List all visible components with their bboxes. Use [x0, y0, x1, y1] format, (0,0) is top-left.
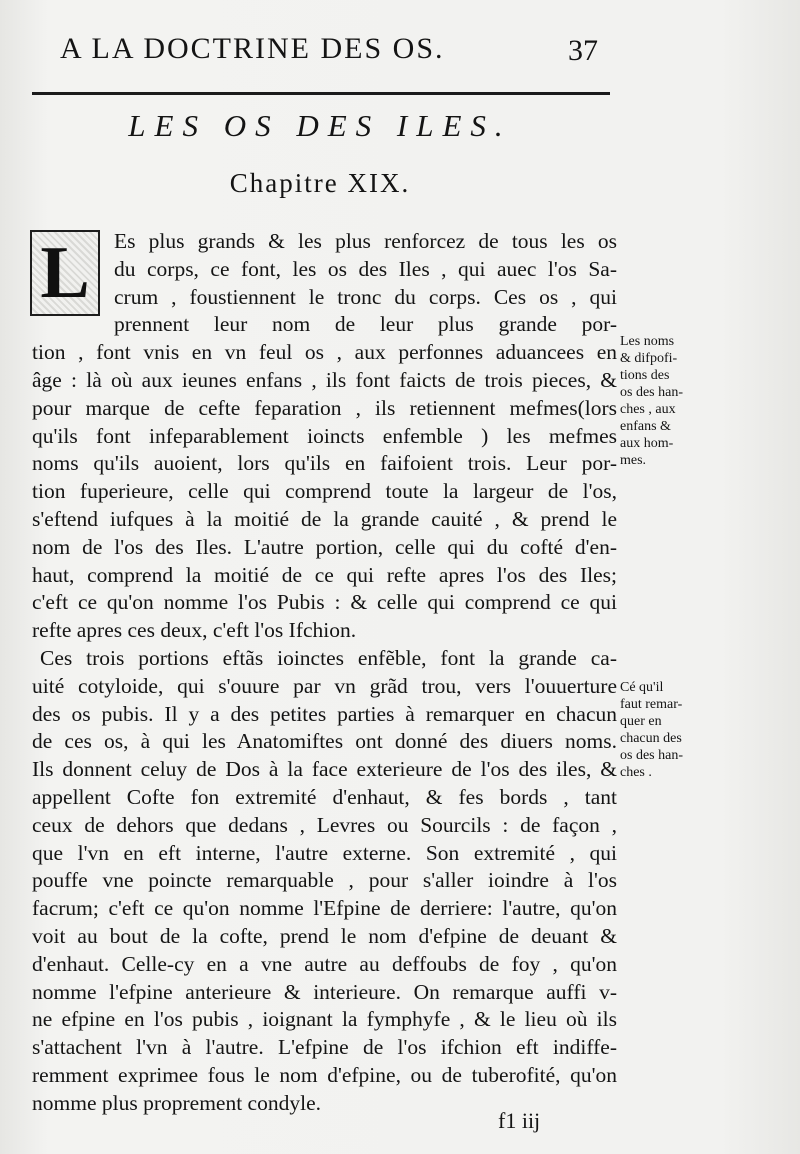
- chapter-title: Chapitre XIX.: [229, 168, 411, 198]
- margin-note-line: faut remar-: [620, 697, 683, 712]
- text-line: haut, comprend la moitié de ce qui refte apres l'os des Iles;: [32, 562, 617, 587]
- margin-note-parts: [620, 679, 720, 781]
- text-line: remment exprimee fous le nom d'efpine, ou de tuberofité, qu'on: [32, 1062, 617, 1087]
- running-title: A LA DOCTRINE DES OS.: [60, 32, 445, 65]
- text-line: uité cotyloide, qui s'ouure par vn grãd trou, vers l'ouuerture: [32, 673, 617, 698]
- signature-mark: f1 iij: [498, 1108, 541, 1133]
- text-line: voit au bout de la cofte, prend le nom d'efpine de deuant &: [32, 923, 617, 948]
- margin-note-line: Cé qu'il: [620, 680, 664, 695]
- text-line: facrum; c'eft ce qu'on nomme l'Efpine de derriere: l'autre, qu'on: [32, 896, 617, 921]
- margin-note-line: ches .: [620, 765, 652, 780]
- text-line: refte apres ces deux, c'eft l'os Ifchion.: [32, 618, 357, 643]
- text-line: pouffe vne poincte remarquable , pour s'aller ioindre à l'os: [32, 868, 617, 893]
- margin-note-names: [620, 333, 720, 469]
- margin-note-line: aux hom-: [620, 436, 674, 451]
- text-line: Ces trois portions eftãs ioinctes enfẽble, font la grande ca-: [40, 645, 617, 670]
- page-number: 37: [568, 34, 598, 67]
- text-line: ne efpine en l'os pubis , ioignant la fymphyfe , & le lieu où ils: [32, 1007, 617, 1032]
- margin-note-line: & difpofi-: [620, 351, 678, 366]
- text-line: crum , foustiennent le tronc du corps. Ces os , qui: [114, 284, 617, 309]
- text-line: des os pubis. Il y a des petites parties à remarquer en chacun: [32, 701, 617, 726]
- text-line: s'eftend iufques à la moitié de la grande cauité , & prend le: [32, 506, 617, 531]
- margin-note-line: Les noms: [620, 334, 675, 349]
- margin-note-line: enfans &: [620, 419, 671, 434]
- text-line: prennent leur nom de leur plus grande por-: [114, 312, 617, 337]
- margin-note-line: mes.: [620, 453, 647, 468]
- text-line: nomme plus proprement condyle.: [32, 1090, 321, 1115]
- text-line: Ils donnent celuy de Dos à la face exterieure de l'os des iles, &: [32, 757, 617, 782]
- text-line: de ces os, à qui les Anatomiftes ont donné des diuers noms.: [32, 729, 617, 754]
- margin-note-line: chacun des: [620, 731, 682, 746]
- text-line: nomme l'efpine anterieure & interieure. On remarque auffi v-: [32, 979, 617, 1004]
- text-line: s'attachent l'vn à l'autre. L'efpine de l'os ifchion eft indiffe-: [32, 1035, 617, 1060]
- text-line: c'eft ce qu'on nomme l'os Pubis : & celle qui comprend ce qui: [32, 590, 617, 615]
- text-line: d'enhaut. Celle-cy en a vne autre au deffoubs de foy , qu'on: [32, 951, 617, 976]
- section-title: LES OS DES ILES.: [128, 108, 512, 143]
- text-line: nom de l'os des Iles. L'autre portion, celle qui du cofté d'en-: [32, 534, 617, 559]
- text-line: Es plus grands & les plus renforcez de tous les os: [114, 229, 617, 253]
- text-line: que l'vn en eft interne, l'autre externe. Son extremité , qui: [32, 840, 617, 865]
- header-rule: [32, 92, 610, 95]
- text-line: âge : là où aux ieunes enfans , ils font faicts de trois pieces, &: [32, 367, 617, 392]
- margin-note-line: tions des: [620, 368, 670, 383]
- text-line: du corps, ce font, les os des Iles , qui auec l'os Sa-: [114, 256, 617, 281]
- margin-note-line: ches , aux: [620, 402, 676, 417]
- text-line: appellent Cofte fon extremité d'enhaut, & fes bords , tant: [32, 784, 617, 809]
- text-line: pour marque de cefte feparation , ils retiennent mefmes(lors: [32, 395, 617, 420]
- running-head: [0, 28, 800, 72]
- margin-note-line: quer en: [620, 714, 662, 729]
- text-line: ceux de dehors que dedans , Levres ou Sourcils : de façon ,: [32, 812, 617, 837]
- margin-note-line: os des han-: [620, 748, 683, 763]
- margin-note-line: os des han-: [620, 385, 683, 400]
- body-text: [32, 228, 617, 1118]
- text-line: noms qu'ils auoient, lors qu'ils en faifoient trois. Leur por-: [32, 451, 617, 476]
- text-line: tion fuperieure, celle qui comprend toute la largeur de l'os,: [32, 479, 617, 504]
- text-line: qu'ils font infeparablement ioincts enfemble ) les mefmes: [32, 423, 617, 448]
- drop-cap-letter: L: [40, 232, 90, 314]
- text-line: tion , font vnis en vn feul os , aux perfonnes aduancees en: [32, 340, 617, 365]
